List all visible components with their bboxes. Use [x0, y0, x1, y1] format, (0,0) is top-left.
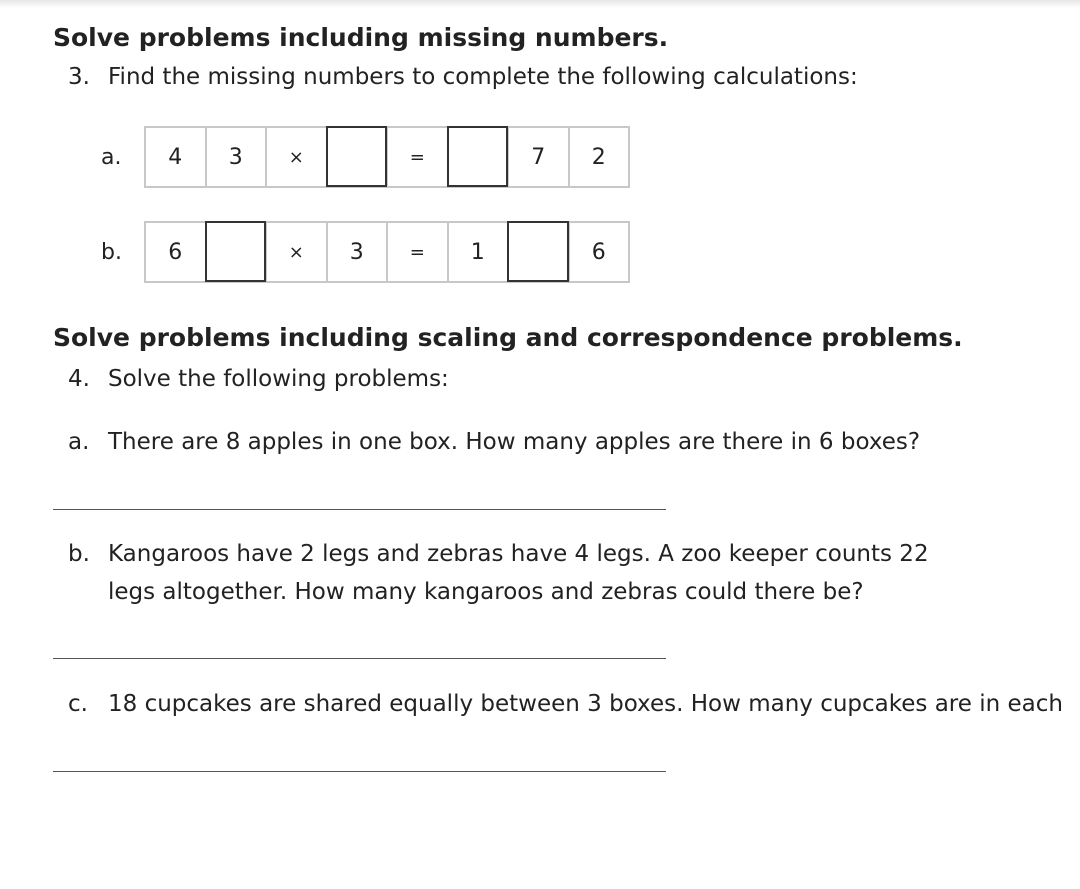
- grid-cell: 3: [328, 223, 389, 283]
- missing-number-box[interactable]: [328, 128, 389, 188]
- grid-cell: 6: [146, 223, 207, 283]
- row-label-a: a.: [101, 145, 122, 170]
- problem-text: 18 cupcakes are shared equally between 3 boxes. How many cupcakes are in each: [108, 691, 1063, 717]
- section-heading-scaling: Solve problems including scaling and correspondence problems.: [53, 323, 963, 352]
- equals-sign: =: [388, 128, 449, 188]
- missing-number-box[interactable]: [509, 223, 570, 283]
- question-text: Find the missing numbers to complete the following calculations:: [108, 64, 858, 90]
- grid-cell: 3: [207, 128, 268, 188]
- calculation-grid-a: [144, 126, 630, 188]
- missing-number-box[interactable]: [207, 223, 268, 283]
- question-4: [68, 364, 449, 394]
- grid-cell: 7: [509, 128, 570, 188]
- missing-number-box[interactable]: [449, 128, 510, 188]
- question-text: Solve the following problems:: [108, 366, 449, 392]
- multiply-sign: ×: [267, 128, 328, 188]
- problem-text: Kangaroos have 2 legs and zebras have 4 legs. A zoo keeper counts 22: [108, 541, 929, 567]
- grid-cell: 4: [146, 128, 207, 188]
- answer-line-c[interactable]: [53, 771, 666, 772]
- problem-text: There are 8 apples in one box. How many apples are there in 6 boxes?: [108, 429, 921, 455]
- problem-label: b.: [68, 541, 90, 567]
- problem-label: a.: [68, 429, 90, 455]
- grid-cell: 6: [570, 223, 631, 283]
- answer-line-b[interactable]: [53, 658, 666, 659]
- equals-sign: =: [388, 223, 449, 283]
- problem-b-line-2: legs altogether. How many kangaroos and zebras could there be?: [108, 579, 864, 605]
- problem-c: [68, 689, 1063, 719]
- multiply-sign: ×: [267, 223, 328, 283]
- grid-cell: 1: [449, 223, 510, 283]
- question-3: [68, 62, 858, 92]
- question-number: 3.: [68, 64, 90, 90]
- section-heading-missing-numbers: Solve problems including missing numbers.: [53, 23, 669, 52]
- question-number: 4.: [68, 366, 90, 392]
- problem-label: c.: [68, 691, 88, 717]
- answer-line-a[interactable]: [53, 509, 666, 510]
- problem-a: [68, 427, 920, 457]
- calculation-grid-b: [144, 221, 630, 283]
- top-shadow: [0, 0, 1080, 8]
- row-label-b: b.: [101, 240, 122, 265]
- problem-b: [68, 539, 929, 569]
- grid-cell: 2: [570, 128, 631, 188]
